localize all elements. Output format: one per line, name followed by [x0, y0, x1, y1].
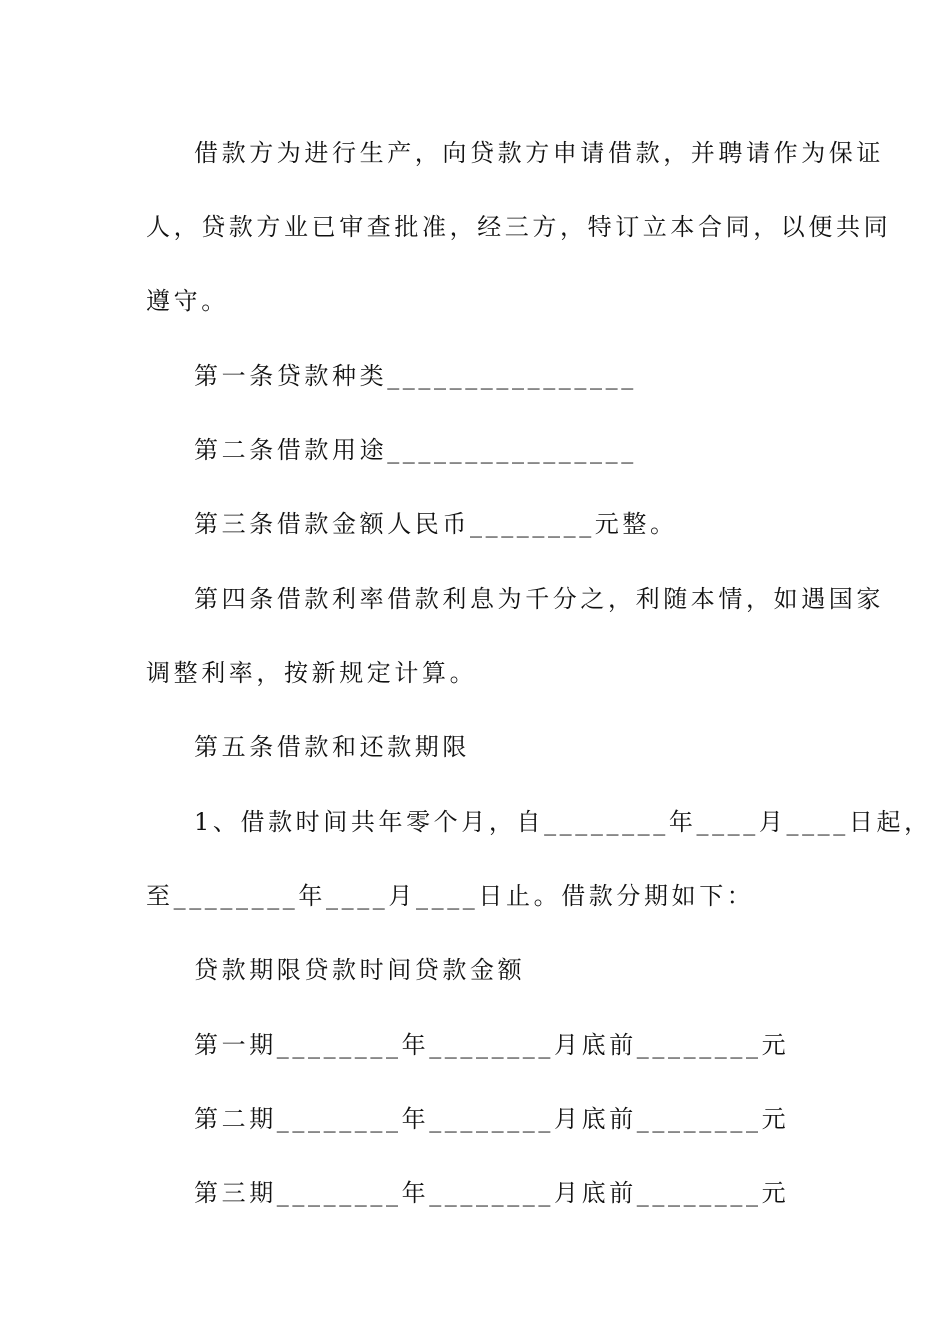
- article-3-loan-amount: 第三条借款金额人民币________元整。: [194, 510, 678, 538]
- installment-row-3: 第三期________年________月底前________元: [194, 1179, 790, 1207]
- article-4-interest-line-1: 第四条借款利率借款利息为千分之，利随本情，如遇国家: [194, 585, 884, 613]
- article-1-loan-type: 第一条贷款种类________________: [194, 362, 637, 390]
- installment-table-header: 贷款期限贷款时间贷款金额: [194, 956, 526, 984]
- article-5-term-line-2: 至________年____月____日止。借款分期如下：: [146, 882, 755, 910]
- installment-row-1: 第一期________年________月底前________元: [194, 1031, 790, 1059]
- paragraph-intro-line-3: 遵守。: [146, 287, 229, 315]
- article-4-interest-line-2: 调整利率，按新规定计算。: [146, 659, 478, 687]
- article-5-heading: 第五条借款和还款期限: [194, 733, 470, 761]
- article-5-term-line-1: 1、借款时间共年零个月，自________年____月____日起，: [194, 808, 932, 836]
- paragraph-intro-line-2: 人，贷款方业已审查批准，经三方，特订立本合同，以便共同: [146, 213, 892, 241]
- installment-row-2: 第二期________年________月底前________元: [194, 1105, 790, 1133]
- article-2-loan-purpose: 第二条借款用途________________: [194, 436, 637, 464]
- paragraph-intro-line-1: 借款方为进行生产，向贷款方申请借款，并聘请作为保证: [194, 139, 884, 167]
